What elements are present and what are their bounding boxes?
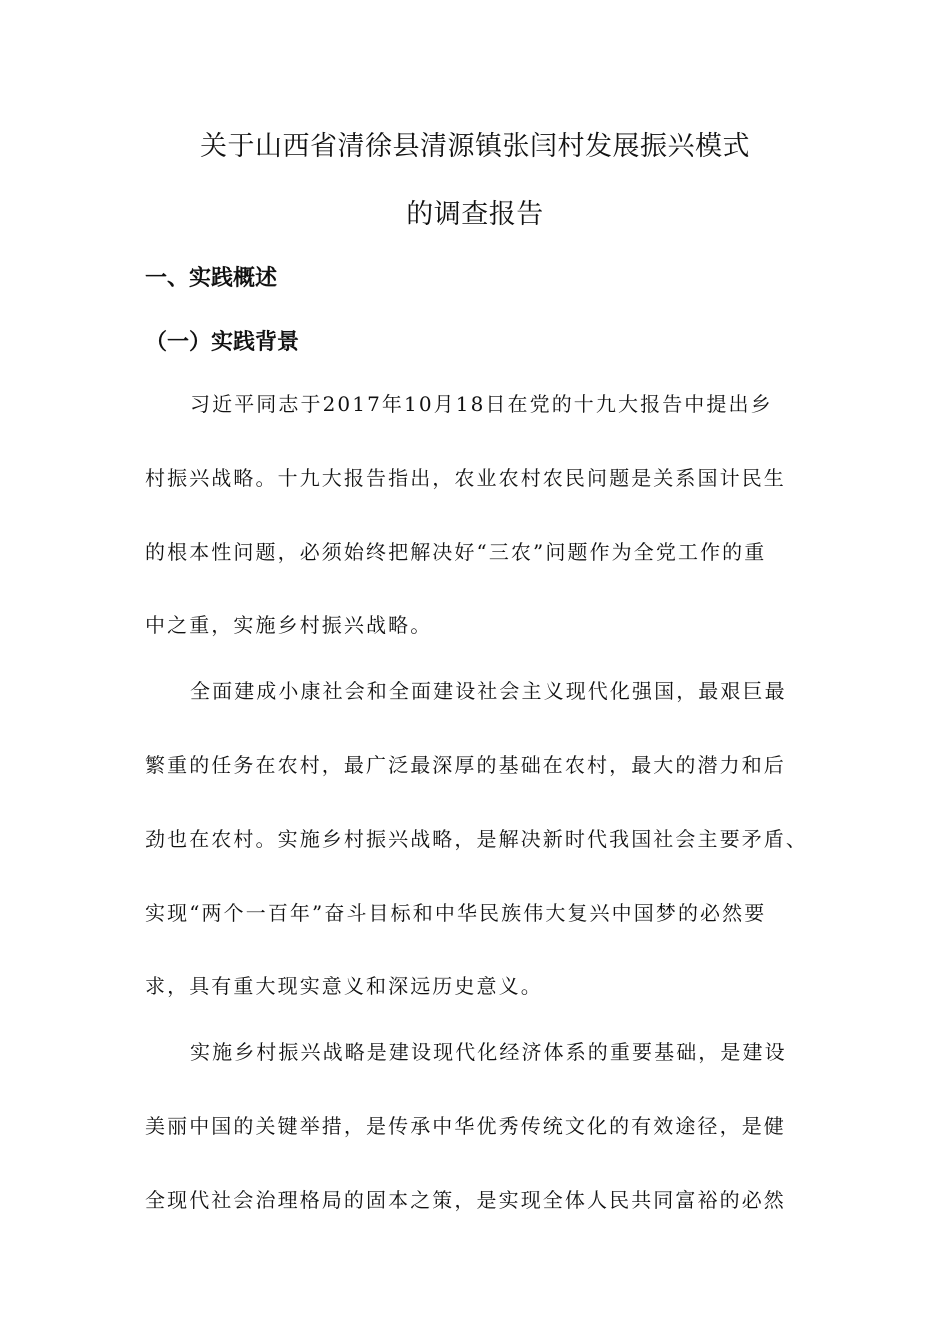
paragraph-3-line-3: 全现代社会治理格局的固本之策，是实现全体人民共同富裕的必然 — [145, 1188, 786, 1212]
paragraph-3-line-2: 美丽中国的关键举措，是传承中华优秀传统文化的有效途径，是健 — [145, 1114, 786, 1138]
paragraph-2-line-2: 繁重的任务在农村，最广泛最深厚的基础在农村，最大的潜力和后 — [145, 753, 786, 777]
subsection-heading-practice-background: （一）实践背景 — [145, 330, 300, 355]
paragraph-1-line-2: 村振兴战略。十九大报告指出，农业农村农民问题是关系国计民生 — [145, 466, 786, 490]
paragraph-1-line-1: 习近平同志于2017年10月18日在党的十九大报告中提出乡 — [190, 392, 773, 416]
paragraph-2-line-5: 求，具有重大现实意义和深远历史意义。 — [145, 974, 543, 998]
section-heading-practice-overview: 一、实践概述 — [145, 266, 278, 291]
document-title-line-2: 的调查报告 — [406, 199, 544, 230]
paragraph-2-line-1: 全面建成小康社会和全面建设社会主义现代化强国，最艰巨最 — [190, 679, 787, 703]
paragraph-1-line-3: 的根本性问题，必须始终把解决好“三农”问题作为全党工作的重 — [145, 540, 767, 564]
paragraph-2-line-3: 劲也在农村。实施乡村振兴战略，是解决新时代我国社会主要矛盾、 — [145, 827, 808, 851]
paragraph-2-line-4: 实现“两个一百年”奋斗目标和中华民族伟大复兴中国梦的必然要 — [145, 901, 767, 925]
document-title-line-1: 关于山西省清徐县清源镇张闫村发展振兴模式 — [200, 131, 750, 162]
paragraph-1-line-4: 中之重，实施乡村振兴战略。 — [145, 613, 433, 637]
paragraph-3-line-1: 实施乡村振兴战略是建设现代化经济体系的重要基础，是建设 — [190, 1040, 787, 1064]
